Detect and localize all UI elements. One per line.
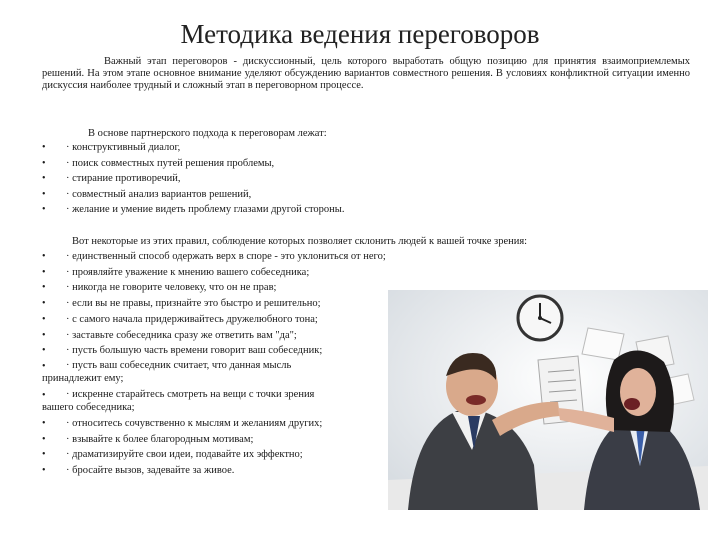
bullet: • bbox=[42, 389, 46, 401]
bullet: • bbox=[42, 345, 46, 357]
intro-paragraph: Важный этап переговоров - дискуссионный, цель которого выработать общую позицию для принятия взаимоприемлемых решений. На этом этапе основное внимание уделяют обсуждению вариантов совместного решения. В условиях конфликтной ситуации именно дискуссия наиболее трудный и сложный этап в переговорном процессе. bbox=[42, 56, 690, 91]
list-item bbox=[42, 312, 392, 328]
list-item-text: · никогда не говорите человеку, что он не прав; bbox=[66, 282, 277, 294]
list-item bbox=[42, 343, 392, 359]
list-item-text: · конструктивный диалог, bbox=[66, 142, 181, 153]
list-item bbox=[42, 463, 392, 479]
list-item bbox=[42, 171, 344, 187]
partner-approach-lead: В основе партнерского подхода к переговорам лежат: bbox=[88, 128, 327, 139]
list-item bbox=[42, 265, 392, 281]
list-item-text: · единственный способ одержать верх в споре - это уклониться от него; bbox=[66, 251, 386, 262]
bullet: • bbox=[42, 188, 46, 200]
list-item-text: · стирание противоречий, bbox=[66, 173, 181, 185]
list-item bbox=[42, 202, 344, 218]
bullet: • bbox=[42, 313, 46, 325]
list-item-text: · пусть ваш собеседник считает, что данная мысль принадлежит ему; bbox=[42, 359, 292, 384]
bullet: • bbox=[42, 298, 46, 310]
list-item bbox=[42, 359, 332, 385]
list-item-text: · проявляйте уважение к мнению вашего собеседника; bbox=[66, 266, 310, 278]
list-item bbox=[42, 140, 344, 156]
page-title: Методика ведения переговоров bbox=[180, 19, 540, 49]
list-item bbox=[42, 388, 342, 414]
bullet: • bbox=[42, 266, 46, 278]
rules-list bbox=[42, 249, 392, 479]
list-item-text: · заставьте собеседника сразу же ответить вам "да"; bbox=[66, 329, 297, 341]
list-item-text: · если вы не правы, признайте это быстро и решительно; bbox=[66, 298, 321, 310]
list-item-text: · с самого начала придерживайтесь дружелюбного тона; bbox=[66, 313, 318, 325]
bullet: • bbox=[42, 204, 46, 216]
bullet: • bbox=[42, 449, 46, 461]
bullet: • bbox=[42, 173, 46, 185]
list-item bbox=[42, 280, 392, 296]
list-item bbox=[42, 156, 344, 172]
list-item-text: · относитесь сочувственно к мыслям и желаниям других; bbox=[66, 417, 323, 429]
list-item bbox=[42, 296, 392, 312]
list-item-text: · бросайте вызов, задевайте за живое. bbox=[66, 465, 235, 477]
bullet: • bbox=[42, 157, 46, 169]
list-item bbox=[42, 447, 392, 463]
list-item bbox=[42, 416, 392, 432]
partner-approach-list bbox=[42, 140, 344, 218]
bullet: • bbox=[42, 142, 46, 153]
list-item-text: · пусть большую часть времени говорит ваш собеседник; bbox=[66, 345, 323, 357]
list-item-text: · поиск совместных путей решения проблемы, bbox=[66, 157, 275, 169]
list-item-text: · взывайте к более благородным мотивам; bbox=[66, 433, 254, 445]
argument-photo bbox=[388, 290, 708, 510]
bullet: • bbox=[42, 360, 46, 372]
list-item bbox=[42, 187, 344, 203]
bullet: • bbox=[42, 251, 46, 262]
bullet: • bbox=[42, 282, 46, 294]
bullet: • bbox=[42, 417, 46, 429]
list-item-text: · драматизируйте свои идеи, подавайте их эффектно; bbox=[66, 449, 303, 461]
clock-icon bbox=[518, 296, 562, 340]
list-item bbox=[42, 328, 392, 344]
rules-lead: Вот некоторые из этих правил, соблюдение которых позволяет склонить людей к вашей точке зрения: bbox=[72, 236, 528, 247]
bullet: • bbox=[42, 329, 46, 341]
list-item-text: · искренне старайтесь смотреть на вещи с точки зрения вашего собеседника; bbox=[42, 388, 315, 413]
list-item bbox=[42, 249, 392, 265]
bullet: • bbox=[42, 433, 46, 445]
list-item bbox=[42, 432, 392, 448]
list-item-text: · желание и умение видеть проблему глазами другой стороны. bbox=[66, 204, 345, 216]
list-item-text: · совместный анализ вариантов решений, bbox=[66, 188, 252, 200]
bullet: • bbox=[42, 465, 46, 477]
